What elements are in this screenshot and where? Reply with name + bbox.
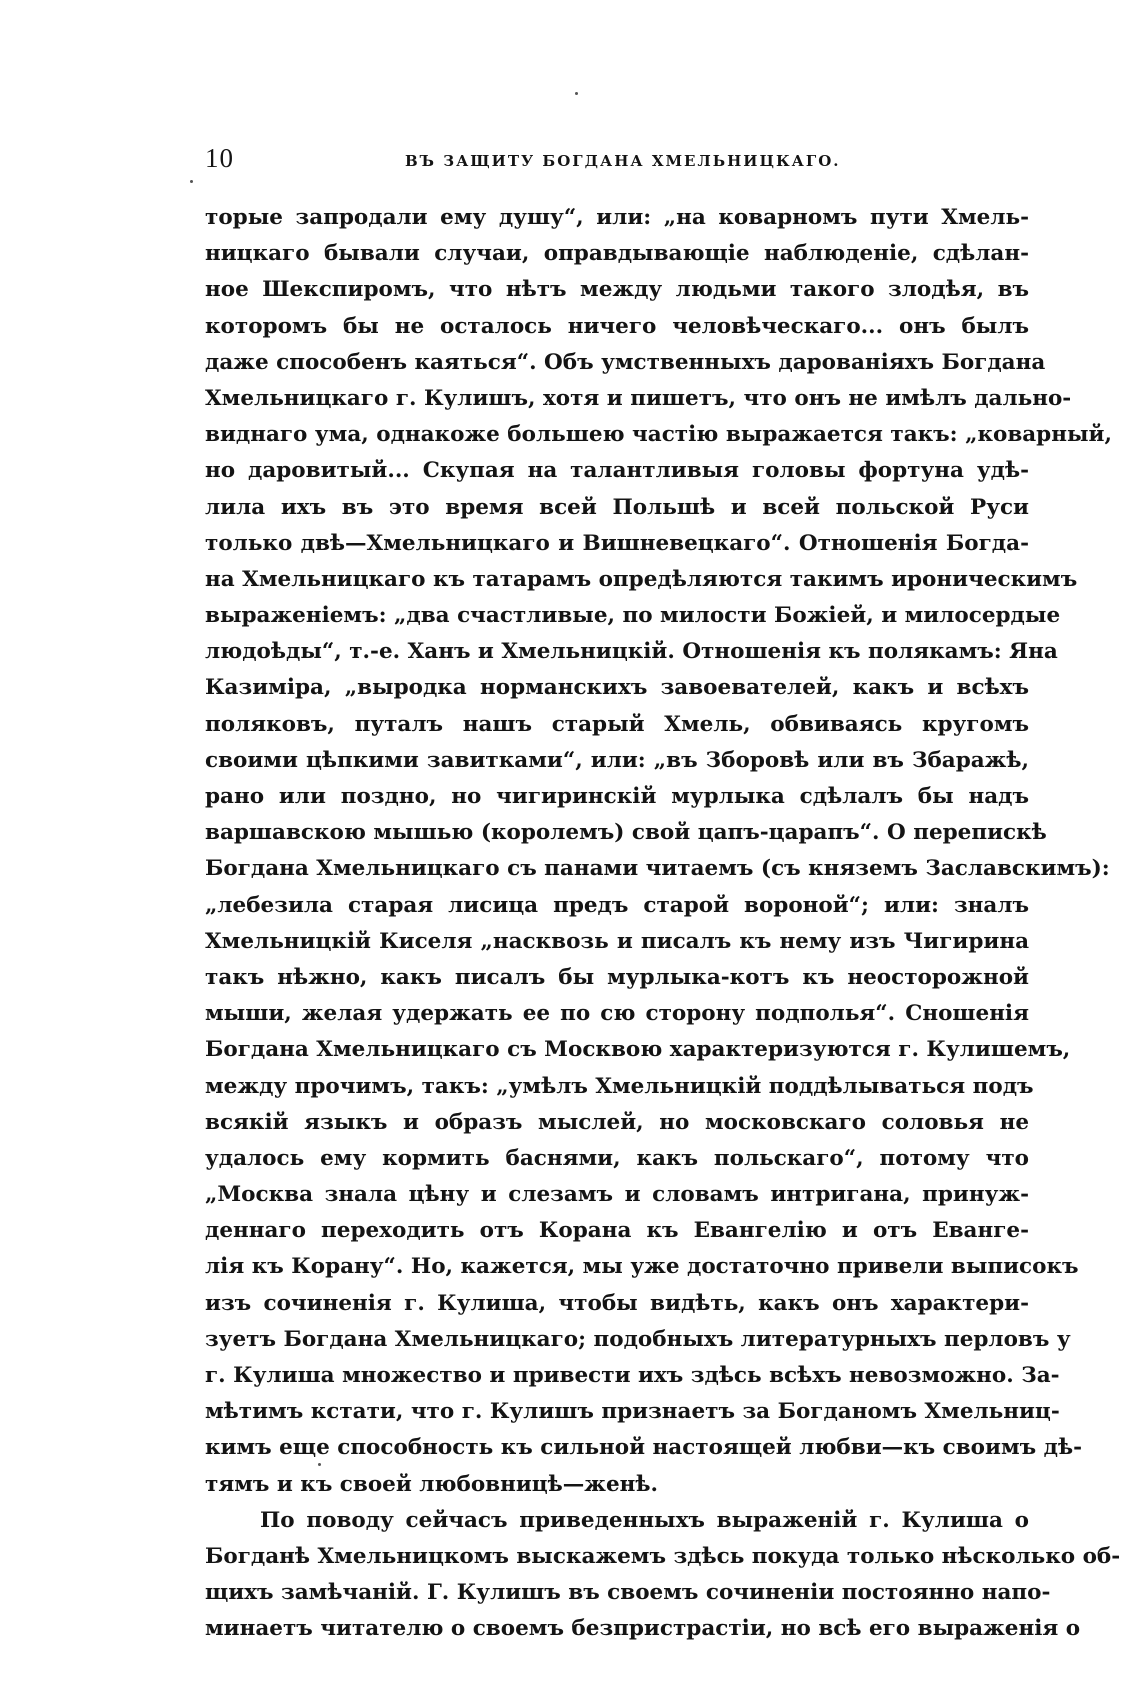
paragraph [205,1503,1121,1648]
scan-speck [575,92,578,95]
text-line: По поводу сейчасъ приведенныхъ выраженій г. Кулиша о [260,1507,1029,1533]
text-line: Богданѣ Хмельницкомъ выскажемъ здѣсь покуда только нѣсколько об- [205,1543,1121,1569]
text-line: „Москва знала цѣну и слезамъ и словамъ интригана, принуж- [205,1182,1029,1208]
text-line: которомъ бы не осталось ничего человѣческаго... онъ былъ [205,313,1029,339]
text-line: тямъ и къ своей любовницѣ—женѣ. [205,1471,659,1497]
text-line: такъ нѣжно, какъ писалъ бы мурлыка-котъ къ неосторожной [205,964,1029,990]
text-line: поляковъ, путалъ нашъ старый Хмель, обвиваясь кругомъ [205,711,1029,737]
text-line: но даровитый... Скупая на талантливыя головы фортуна удѣ- [205,458,1029,484]
text-line: лія къ Корану“. Но, кажется, мы уже достаточно привели выписокъ [205,1254,1079,1280]
text-line: Казиміра, „выродка норманскихъ завоевателей, какъ и всѣхъ [205,675,1029,701]
text-line: Хмельницкаго г. Кулишъ, хотя и пишетъ, что онъ не имѣлъ дально- [205,385,1072,411]
text-line: всякій языкъ и образъ мыслей, но московскаго соловья не [205,1109,1029,1135]
text-line: удалось ему кормить баснями, какъ польскаго“, потому что [205,1145,1029,1171]
scan-speck [318,1463,321,1466]
text-line: своими цѣпкими завитками“, или: „въ Зборовѣ или въ Збаражѣ, [205,747,1029,773]
text-line: торые запродали ему душу“, или: „на коварномъ пути Хмель- [205,205,1029,230]
body-text [205,200,1121,1648]
text-line: выраженіемъ: „два счастливые, по милости Божіей, и милосердые [205,603,1061,629]
page-number: 10 [205,143,234,173]
text-line: даже способенъ каяться“. Объ умственныхъ дарованіяхъ Богдана [205,349,1046,375]
text-line: лила ихъ въ это время всей Польшѣ и всей польской Руси [205,494,1029,520]
scan-speck [190,180,193,183]
text-line: Хмельницкій Киселя „насквозь и писалъ къ нему изъ Чигирина [205,928,1029,954]
text-line: деннаго переходить отъ Корана къ Евангелію и отъ Еванге- [205,1218,1029,1244]
text-line: Богдана Хмельницкаго съ Москвою характеризуются г. Кулишемъ, [205,1037,1071,1063]
text-line: г. Кулиша множество и привести ихъ здѣсь всѣхъ невозможно. За- [205,1363,1060,1388]
text-line: людоѣды“, т.-е. Ханъ и Хмельницкій. Отношенія къ полякамъ: Яна [205,639,1058,665]
text-line: между прочимъ, такъ: „умѣлъ Хмельницкій поддѣлываться подъ [205,1073,1034,1099]
text-line: варшавскою мышью (королемъ) свой цапъ-царапъ“. О перепискѣ [205,820,1047,846]
text-line: ное Шекспиромъ, что нѣтъ между людьми такого злодѣя, въ [205,277,1029,303]
text-line: „лебезила старая лисица предъ старой вороной“; или: зналъ [205,892,1029,918]
text-line: зуетъ Богдана Хмельницкаго; подобныхъ литературныхъ перловъ у [205,1326,1071,1352]
text-line: изъ сочиненія г. Кулиша, чтобы видѣть, какъ онъ характери- [205,1290,1029,1316]
page-header [205,143,1029,177]
text-line: мыши, желая удержать ее по сю сторону подполья“. Сношенія [205,1001,1029,1027]
text-line: рано или поздно, но чигиринскій мурлыка сдѣлалъ бы надъ [205,784,1029,809]
text-line: минаетъ читателю о своемъ безпристрастіи, но всѣ его выраженія о [205,1616,1081,1642]
text-line: кимъ еще способность къ сильной настоящей любви—къ своимъ дѣ- [205,1435,1082,1461]
text-line: на Хмельницкаго къ татарамъ опредѣляются такимъ ироническимъ [205,566,1078,592]
text-line: виднаго ума, однакоже большею частію выражается такъ: „коварный, [205,422,1112,448]
text-line: только двѣ—Хмельницкаго и Вишневецкаго“. Отношенія Богда- [205,530,1029,556]
running-title: ВЪ ЗАЩИТУ БОГДАНА ХМЕЛЬНИЦКАГО. [405,152,841,170]
paragraph [205,200,1112,1503]
text-line: ницкаго бывали случаи, оправдывающіе наблюденіе, сдѣлан- [205,241,1029,267]
text-line: мѣтимъ кстати, что г. Кулишъ признаетъ за Богданомъ Хмельниц- [205,1399,1060,1425]
text-line: щихъ замѣчаній. Г. Кулишъ въ своемъ сочиненіи постоянно напо- [205,1580,1051,1606]
text-line: Богдана Хмельницкаго съ панами читаемъ (съ княземъ Заславскимъ): [205,856,1110,882]
